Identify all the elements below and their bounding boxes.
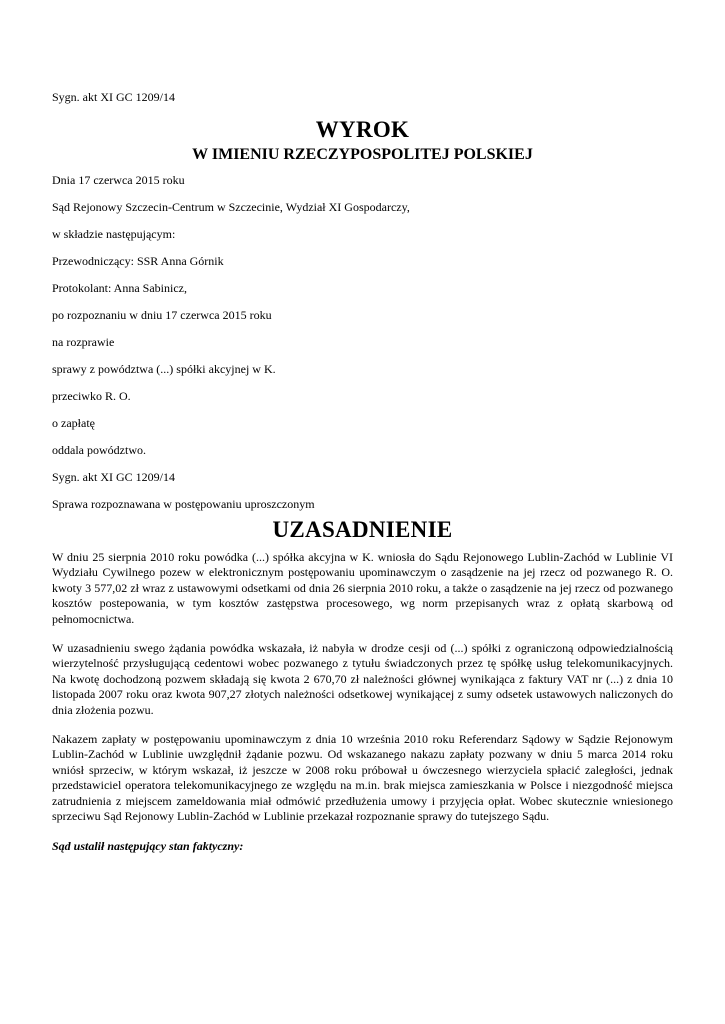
ruling: oddala powództwo. [52,443,146,457]
justification-paragraph: Nakazem zapłaty w postępowaniu upominawczym z dnia 10 września 2010 roku Referendarz Sądowy w Sądzie Rejonowym Lublin-Zachód w Lublinie uwzględnił żądanie pozwu. Od wskazanego nakazu zapłaty pozwany w dniu 5 marca 2014 roku wniósł sprzeciw, w którym wskazał, iż jeszcze w 2008 roku próbował u ówczesnego wierzyciela spłacić zaległości, jednak przedstawiciel operatora telekomunikacyjnego ze względu na m.in. brak miejsca zamieszkania w Polsce i niezgodność miejsca zatrudnienia z miejscem zameldowania miał odmówić przedłużenia umowy i przyjęcia opłat. Wobec skutecznie wniesionego sprzeciwu Sąd Rejonowy Lublin-Zachód w Lublinie przekazał rozpoznanie sprawy do tutejszego Sądu. [52,732,673,824]
justification-paragraph: W dniu 25 sierpnia 2010 roku powódka (...) spółka akcyjna w K. wniosła do Sądu Rejonowego Lublin-Zachód w Lublinie VI Wydziału Cywilnego pozew w elektronicznym postępowaniu upominawczym o zasądzenie na jej rzecz od pozwanego R. O. kwoty 3 577,02 zł wraz z ustawowymi odsetkami od dnia 26 sierpnia 2010 roku, a także o zasądzenie na jej rzecz od pozwanego kosztów postepowania, w tym kosztów zastępstwa procesowego, wg norm przepisanych wraz z opłatą skarbową od pełnomocnictwa. [52,550,673,626]
court-name: Sąd Rejonowy Szczecin-Centrum w Szczecinie, Wydział XI Gospodarczy, [52,200,410,214]
procedure-note: Sprawa rozpoznawana w postępowaniu uproszczonym [52,497,315,511]
judgment-subtitle: W IMIENIU RZECZYPOSPOLITEJ POLSKIEJ [192,146,533,163]
justification-title: UZASADNIENIE [272,517,453,542]
hearing-type: na rozprawie [52,335,115,349]
presiding-judge: Przewodniczący: SSR Anna Górnik [52,254,224,268]
claim-subject: o zapłatę [52,416,95,430]
composition-label: w składzie następującym: [52,227,176,241]
judgment-date: Dnia 17 czerwca 2015 roku [52,173,185,187]
hearing-date: po rozpoznaniu w dniu 17 czerwca 2015 roku [52,308,272,322]
case-signature: Sygn. akt XI GC 1209/14 [52,90,175,104]
facts-heading: Sąd ustalił następujący stan faktyczny: [52,838,244,853]
defendant-line: przeciwko R. O. [52,389,131,403]
court-reporter: Protokolant: Anna Sabinicz, [52,281,187,295]
plaintiff-line: sprawy z powództwa (...) spółki akcyjnej w K. [52,362,276,376]
justification-paragraph: W uzasadnieniu swego żądania powódka wskazała, iż nabyła w drodze cesji od (...) spółki z ograniczoną odpowiedzialnością wierzytelność przysługującą cedentowi wobec pozwanego z tytułu świadczonych przez tę spółkę usług telekomunikacyjnych. Na kwotę dochodzoną pozwem składają się kwota 2 670,70 zł należności głównej wynikająca z faktury VAT nr (...) z dnia 10 listopada 2007 roku oraz kwota 907,27 złotych należności odsetkowej wynikającej z sumy odsetek ustawowych naliczonych do dnia złożenia pozwu. [52,641,673,717]
judgment-title: WYROK [315,117,410,142]
case-signature-repeat: Sygn. akt XI GC 1209/14 [52,470,175,484]
